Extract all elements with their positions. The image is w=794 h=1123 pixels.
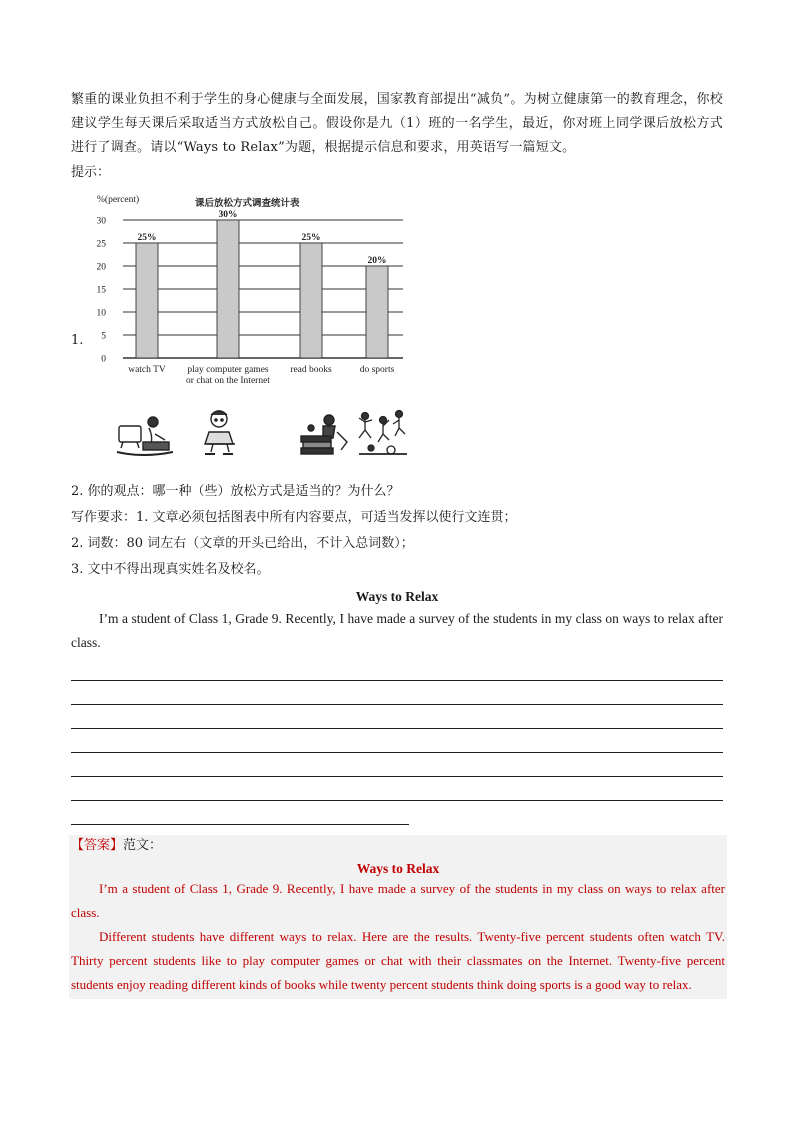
computer-kid-illustration (205, 411, 235, 454)
chart-value-labels (138, 210, 387, 266)
intro-paragraph: 繁重的课业负担不利于学生的身心健康与全面发展，国家教育部提出“减负”。为树立健康第一的教育理念，你校建议学生每天课后采取适当方式放松自己。假设你是九（1）班的一名学生，最近，你对班上同学课后放松方式进行了调查。请以“Ways to Relax”为题，根据提示信息和要求，用英语写一篇短文。 (71, 92, 723, 155)
writing-line (71, 657, 723, 681)
chart-gridlines (123, 220, 403, 358)
item-1-number: 1. (71, 333, 84, 348)
answer-block (69, 835, 727, 999)
chart-category-labels (128, 365, 394, 386)
writing-line (71, 681, 723, 705)
hint-label: 提示： (71, 165, 111, 180)
answer-paragraph-2: Different students have different ways to relax. Here are the results. Twenty-five percent students often watch TV. Thirty percent students like to play computer games or chat with their classmates on the Internet. Twenty-five percent students enjoy reading different kinds of books while twenty percent students think doing sports is a good way to relax. (71, 929, 725, 992)
chart-bar (217, 220, 239, 358)
chart-bar (366, 266, 388, 358)
requirement-2: 2. 词数：80 词左右（文章的开头已给出，不计入总词数）； (71, 536, 414, 551)
chart-bar (300, 243, 322, 358)
item-2-question: 2. 你的观点：哪一种（些）放松方式是适当的？为什么？ (71, 484, 400, 499)
chart-block (71, 190, 723, 473)
chart-category-label: do sports (359, 365, 395, 375)
chart-y-tick-label: 15 (96, 285, 106, 296)
chart-y-ticks (97, 217, 107, 365)
survey-bar-chart (85, 190, 425, 473)
chart-value-label: 20% (367, 256, 387, 266)
chart-category-label: or chat on the Internet (186, 376, 270, 386)
writing-line (71, 705, 723, 729)
chart-y-tick-label: 10 (96, 308, 106, 319)
answer-heading (71, 835, 725, 857)
writing-line (71, 801, 409, 825)
chart-y-tick-label: 5 (101, 331, 106, 342)
chart-y-tick-label: 25 (96, 239, 106, 250)
chart-value-label: 30% (218, 210, 238, 220)
answer-title: Ways to Relax (356, 861, 440, 876)
chart-y-tick-label: 30 (96, 216, 106, 227)
answer-label: 范文： (123, 838, 163, 853)
chart-value-label: 25% (301, 233, 321, 243)
requirement-3: 3. 文中不得出现真实姓名及校名。 (71, 562, 270, 577)
writing-line (71, 777, 723, 801)
chart-y-tick-label: 0 (101, 354, 106, 365)
chart-ylabel: %(percent) (97, 195, 140, 205)
document-page (71, 88, 723, 999)
writing-line (71, 729, 723, 753)
chart-value-label: 25% (137, 233, 157, 243)
chart-category-label: watch TV (128, 365, 166, 375)
do-sports-illustration (359, 411, 407, 455)
answer-tag: 【答案】 (71, 838, 124, 853)
requirement-1: 写作要求：1. 文章必须包括图表中所有内容要点，可适当发挥以使行文连贯； (71, 510, 517, 525)
chart-bar (136, 243, 158, 358)
watch-tv-illustration (117, 417, 173, 455)
answer-lines (71, 657, 723, 825)
answer-paragraph-1: I’m a student of Class 1, Grade 9. Recently, I have made a survey of the students in my class on ways to relax after class. (71, 881, 725, 920)
chart-title: 课后放松方式调查统计表 (195, 198, 300, 209)
essay-title: Ways to Relax (355, 589, 439, 604)
writing-line (71, 753, 723, 777)
chart-category-label: read books (290, 365, 332, 375)
essay-opening: I’m a student of Class 1, Grade 9. Recently, I have made a survey of the students in my class on ways to relax after class. (71, 611, 723, 650)
read-books-illustration (301, 415, 347, 454)
chart-category-label: play computer games (187, 365, 269, 375)
chart-y-tick-label: 20 (96, 262, 106, 273)
